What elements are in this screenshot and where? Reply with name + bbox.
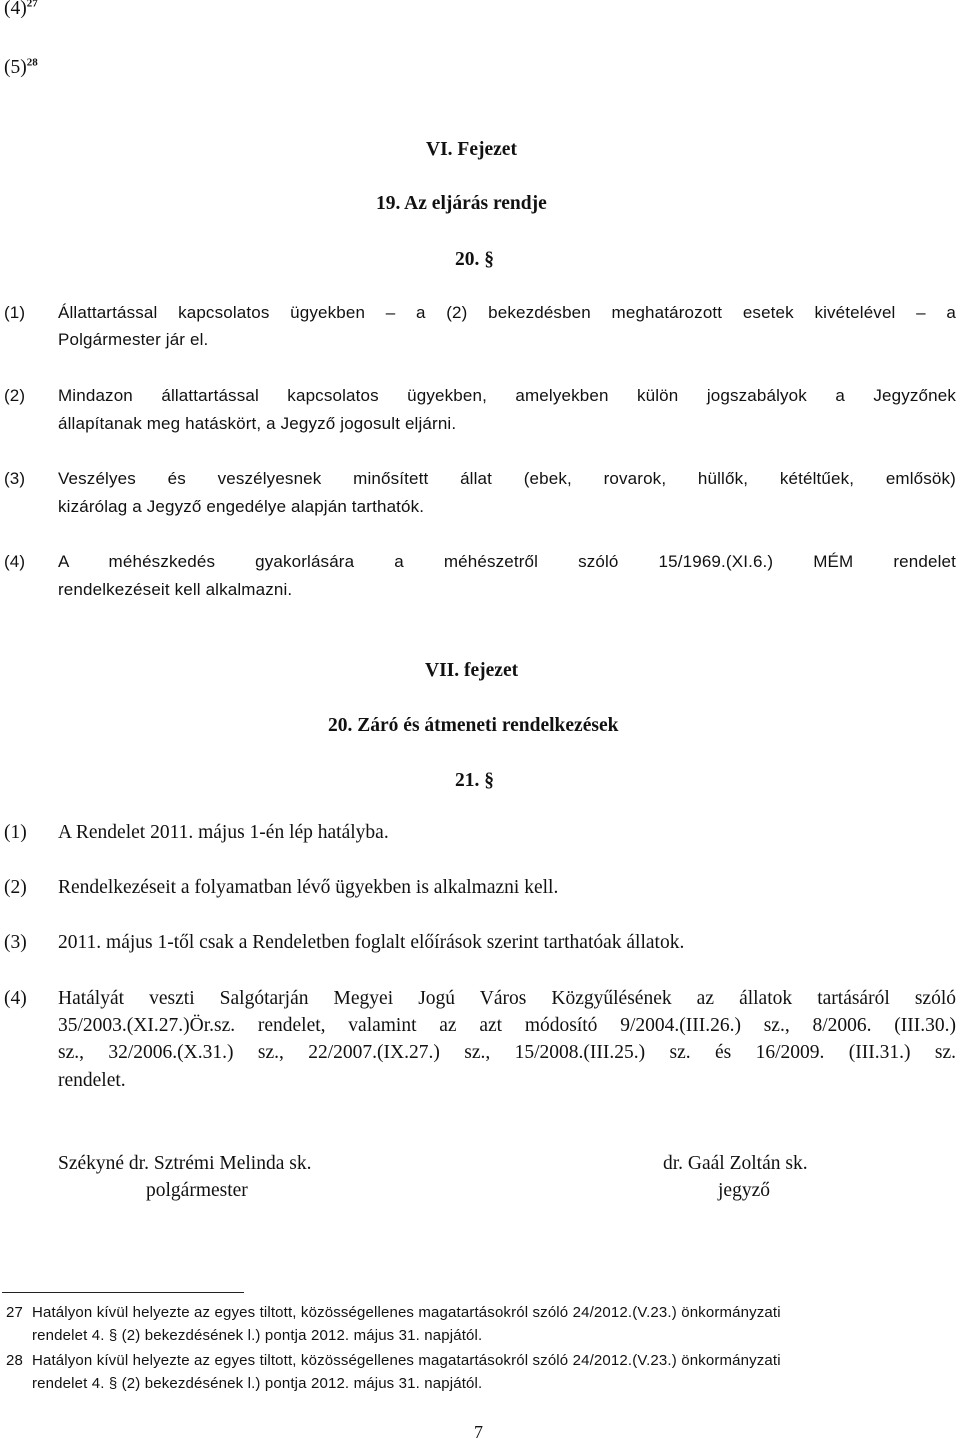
footnote-separator <box>2 1292 244 1293</box>
item-number: (1) <box>4 822 27 843</box>
footnote-line-1: Hatályon kívül helyezte az egyes tiltott, közösségellenes magatartásokról szóló 24/2012.(V.23.) önkormányzati <box>32 1352 781 1369</box>
item-line-1: A méhészkedés gyakorlására a méhészetről szóló 15/1969.(XI.6.) MÉM rendelet <box>58 552 956 571</box>
item-text: A Rendelet 2011. május 1-én lép hatályba. <box>58 822 389 843</box>
footnote-ref-28[interactable]: 28 <box>26 56 38 69</box>
paragraph-20-heading: 20. § <box>455 249 494 270</box>
chapter-7-heading: VII. fejezet <box>425 660 519 681</box>
page-number: 7 <box>474 1422 483 1442</box>
item-line-2: kizárólag a Jegyző engedélye alapján tarthatók. <box>58 497 425 516</box>
footnote-line-1: Hatályon kívül helyezte az egyes tiltott, közösségellenes magatartásokról szóló 24/2012.(V.23.) önkormányzati <box>32 1304 781 1321</box>
footnote-line-2: rendelet 4. § (2) bekezdésének l.) pontja 2012. május 31. napjától. <box>32 1327 483 1344</box>
footnote-number: 28 <box>6 1352 23 1369</box>
item-line-1: Állattartással kapcsolatos ügyekben – a (2) bekezdésben meghatározott esetek kivételével – a <box>58 303 956 322</box>
item-5-repealed <box>4 53 38 83</box>
item-number: (2) <box>4 877 27 898</box>
item-number: (4) <box>4 0 27 19</box>
item-line-1: Mindazon állattartással kapcsolatos ügyekben, amelyekben külön jogszabályok a Jegyzőnek <box>58 386 956 405</box>
item-line-2: rendelkezéseit kell alkalmazni. <box>58 580 293 599</box>
item-number: (3) <box>4 469 26 488</box>
section-20-heading: 20. Záró és átmeneti rendelkezések <box>328 715 619 736</box>
item-line-2: állapítanak meg hatáskört, a Jegyző jogosult eljárni. <box>58 414 457 433</box>
footnote-number: 27 <box>6 1304 23 1321</box>
item-line-1: Hatályát veszti Salgótarján Megyei Jogú Város Közgyűlésének az állatok tartásáról szóló <box>58 988 956 1009</box>
footnote-line-2: rendelet 4. § (2) bekezdésének l.) pontja 2012. május 31. napjától. <box>32 1375 483 1392</box>
notary-title: jegyző <box>718 1180 770 1201</box>
item-line-2: Polgármester jár el. <box>58 330 209 349</box>
footnote-ref-27[interactable]: 27 <box>26 0 38 10</box>
item-number: (1) <box>4 303 26 322</box>
item-number: (3) <box>4 932 27 953</box>
notary-name: dr. Gaál Zoltán sk. <box>663 1153 808 1174</box>
item-text: Rendelkezéseit a folyamatban lévő ügyekben is alkalmazni kell. <box>58 877 559 898</box>
item-number: (5) <box>4 57 27 78</box>
item-line-2: 35/2003.(XI.27.)Ör.sz. rendelet, valamint az azt módosító 9/2004.(III.26.) sz., 8/2006. (III.30.) <box>58 1015 956 1036</box>
mayor-title: polgármester <box>146 1180 248 1201</box>
item-number: (4) <box>4 552 26 571</box>
item-number: (2) <box>4 386 26 405</box>
mayor-name: Székyné dr. Sztrémi Melinda sk. <box>58 1153 312 1174</box>
item-line-3: sz., 32/2006.(X.31.) sz., 22/2007.(IX.27.) sz., 15/2008.(III.25.) sz. és 16/2009. (III.31.) sz. <box>58 1042 956 1063</box>
section-19-heading: 19. Az eljárás rendje <box>376 193 547 214</box>
paragraph-21-heading: 21. § <box>455 770 494 791</box>
item-4-repealed <box>4 0 38 24</box>
item-line-1: Veszélyes és veszélyesnek minősített állat (ebek, rovarok, hüllők, kétéltűek, emlősök) <box>58 469 956 488</box>
item-line-4: rendelet. <box>58 1070 126 1091</box>
item-number: (4) <box>4 988 27 1009</box>
item-text: 2011. május 1-től csak a Rendeletben foglalt előírások szerint tarthatóak állatok. <box>58 932 685 953</box>
chapter-6-heading: VI. Fejezet <box>426 139 517 160</box>
